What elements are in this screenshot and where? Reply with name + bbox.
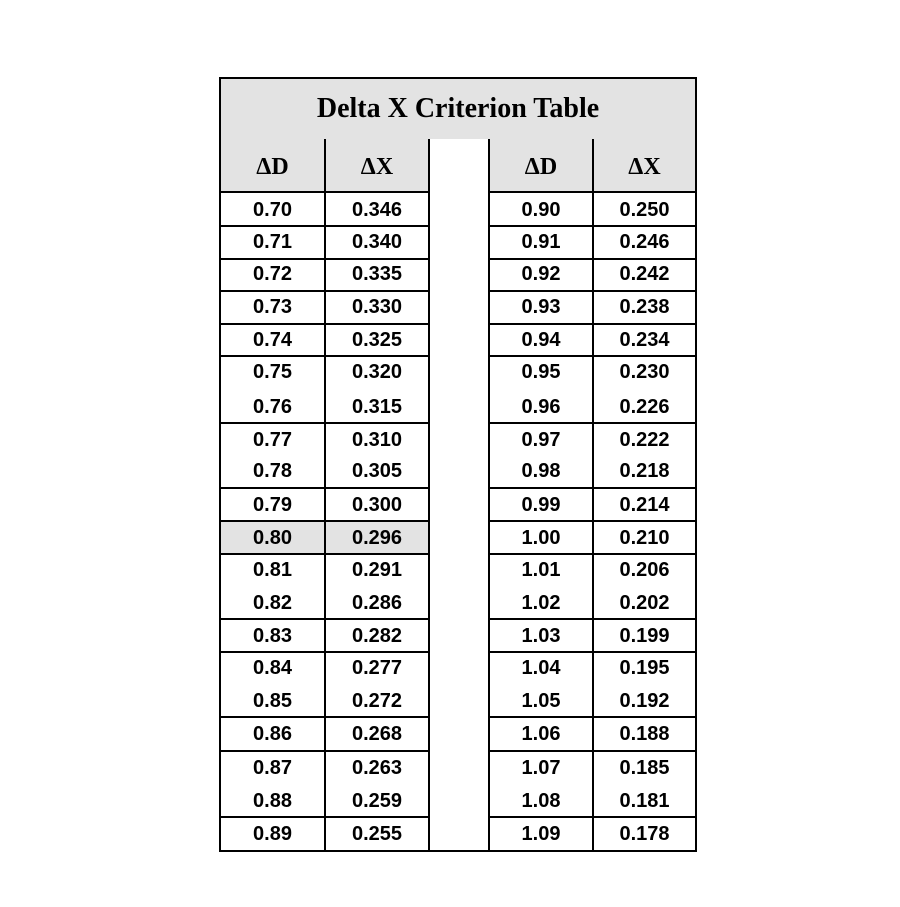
cell-right-delta-d: 0.90 xyxy=(521,199,561,221)
delta-x-criterion-table xyxy=(219,77,697,852)
row-rule xyxy=(221,323,430,325)
cell-right-delta-x: 0.226 xyxy=(619,396,670,418)
cell-right-delta-x: 0.246 xyxy=(619,231,670,253)
row-rule xyxy=(221,520,430,522)
cell-left-delta-d: 0.73 xyxy=(253,296,292,318)
row-rule xyxy=(221,487,430,489)
header-left-delta-x: ΔX xyxy=(360,154,394,180)
cell-right-delta-d: 1.09 xyxy=(521,823,561,845)
row-rule xyxy=(488,750,695,752)
cell-right-delta-d: 0.91 xyxy=(521,231,561,253)
cell-left-delta-x: 0.346 xyxy=(351,199,403,221)
row-rule xyxy=(488,355,695,357)
cell-left-delta-x: 0.296 xyxy=(351,527,403,549)
cell-left-delta-d: 0.81 xyxy=(253,559,292,581)
cell-left-delta-x: 0.335 xyxy=(351,263,403,285)
cell-right-delta-x: 0.185 xyxy=(619,757,670,779)
cell-right-delta-d: 0.97 xyxy=(521,429,561,451)
cell-left-delta-x: 0.325 xyxy=(351,329,403,351)
cell-left-delta-d: 0.77 xyxy=(253,429,292,451)
cell-left-delta-x: 0.272 xyxy=(351,690,403,712)
header-right-delta-x: ΔX xyxy=(628,154,661,180)
cell-right-delta-x: 0.234 xyxy=(619,329,670,351)
row-rule xyxy=(221,258,430,260)
cell-left-delta-d: 0.88 xyxy=(253,790,292,812)
header-left-delta-d: ΔD xyxy=(256,154,289,180)
cell-right-delta-d: 0.98 xyxy=(521,460,561,482)
cell-left-delta-d: 0.78 xyxy=(253,460,292,482)
row-rule xyxy=(221,716,430,718)
cell-left-delta-x: 0.320 xyxy=(351,361,403,383)
row-rule xyxy=(221,618,430,620)
cell-right-delta-d: 1.05 xyxy=(521,690,561,712)
cell-left-delta-x: 0.259 xyxy=(351,790,403,812)
cell-right-delta-x: 0.202 xyxy=(619,592,670,614)
cell-right-delta-x: 0.192 xyxy=(619,690,670,712)
cell-right-delta-x: 0.214 xyxy=(619,494,670,516)
cell-right-delta-d: 0.93 xyxy=(521,296,561,318)
cell-left-delta-x: 0.255 xyxy=(351,823,403,845)
cell-left-delta-x: 0.286 xyxy=(351,592,403,614)
cell-right-delta-d: 0.95 xyxy=(521,361,561,383)
row-rule xyxy=(221,225,430,227)
cell-left-delta-x: 0.268 xyxy=(351,723,403,745)
cell-left-delta-x: 0.263 xyxy=(351,757,403,779)
cell-right-delta-x: 0.178 xyxy=(619,823,670,845)
row-rule xyxy=(221,816,430,818)
row-rule xyxy=(488,487,695,489)
cell-left-delta-d: 0.84 xyxy=(253,657,292,679)
cell-left-delta-d: 0.74 xyxy=(253,329,292,351)
cell-right-delta-x: 0.242 xyxy=(619,263,670,285)
cell-right-delta-x: 0.230 xyxy=(619,361,670,383)
cell-left-delta-d: 0.85 xyxy=(253,690,292,712)
cell-left-delta-x: 0.340 xyxy=(351,231,403,253)
row-rule xyxy=(488,290,695,292)
cell-left-delta-d: 0.80 xyxy=(253,527,292,549)
cell-left-delta-x: 0.330 xyxy=(351,296,403,318)
cell-left-delta-d: 0.75 xyxy=(253,361,292,383)
cell-left-delta-d: 0.89 xyxy=(253,823,292,845)
cell-right-delta-d: 1.04 xyxy=(521,657,561,679)
row-rule xyxy=(221,553,430,555)
row-rule xyxy=(488,553,695,555)
cell-right-delta-d: 1.02 xyxy=(521,592,561,614)
row-rule xyxy=(221,651,430,653)
cell-left-delta-x: 0.300 xyxy=(351,494,403,516)
cell-right-delta-x: 0.181 xyxy=(619,790,670,812)
cell-right-delta-d: 1.07 xyxy=(521,757,561,779)
cell-right-delta-d: 0.94 xyxy=(521,329,561,351)
row-rule xyxy=(488,618,695,620)
cell-right-delta-x: 0.218 xyxy=(619,460,670,482)
row-rule xyxy=(488,651,695,653)
cell-left-delta-d: 0.71 xyxy=(253,231,292,253)
cell-left-delta-d: 0.79 xyxy=(253,494,292,516)
cell-right-delta-x: 0.222 xyxy=(619,429,670,451)
header-right-delta-d: ΔD xyxy=(524,154,558,180)
row-rule xyxy=(221,750,430,752)
cell-right-delta-d: 0.99 xyxy=(521,494,561,516)
cell-right-delta-d: 1.03 xyxy=(521,625,561,647)
cell-left-delta-x: 0.310 xyxy=(351,429,403,451)
row-rule xyxy=(488,816,695,818)
cell-right-delta-x: 0.206 xyxy=(619,559,670,581)
cell-right-delta-d: 1.00 xyxy=(521,527,561,549)
row-rule xyxy=(488,716,695,718)
column-gap xyxy=(428,139,488,850)
cell-right-delta-x: 0.250 xyxy=(619,199,670,221)
cell-right-delta-x: 0.188 xyxy=(619,723,670,745)
header-rule-left xyxy=(221,191,430,193)
row-rule xyxy=(488,520,695,522)
cell-right-delta-d: 1.06 xyxy=(521,723,561,745)
cell-left-delta-x: 0.282 xyxy=(351,625,403,647)
cell-right-delta-d: 1.08 xyxy=(521,790,561,812)
header-rule-right xyxy=(488,191,695,193)
cell-left-delta-x: 0.291 xyxy=(351,559,403,581)
table-title: Delta X Criterion Table xyxy=(316,93,600,124)
cell-right-delta-x: 0.199 xyxy=(619,625,670,647)
cell-left-delta-x: 0.305 xyxy=(351,460,403,482)
row-rule xyxy=(221,290,430,292)
row-rule xyxy=(488,422,695,424)
row-rule xyxy=(221,422,430,424)
cell-right-delta-d: 1.01 xyxy=(521,559,561,581)
cell-left-delta-x: 0.315 xyxy=(351,396,403,418)
cell-right-delta-x: 0.238 xyxy=(619,296,670,318)
cell-right-delta-x: 0.210 xyxy=(619,527,670,549)
cell-right-delta-x: 0.195 xyxy=(619,657,670,679)
cell-left-delta-d: 0.72 xyxy=(253,263,292,285)
cell-left-delta-d: 0.87 xyxy=(253,757,292,779)
row-rule xyxy=(221,355,430,357)
cell-left-delta-d: 0.82 xyxy=(253,592,292,614)
cell-right-delta-d: 0.96 xyxy=(521,396,561,418)
cell-left-delta-d: 0.76 xyxy=(253,396,292,418)
divider-left-gap xyxy=(428,139,430,850)
row-rule xyxy=(488,225,695,227)
row-rule xyxy=(488,258,695,260)
row-rule xyxy=(488,323,695,325)
cell-left-delta-d: 0.83 xyxy=(253,625,292,647)
cell-left-delta-d: 0.86 xyxy=(253,723,292,745)
cell-left-delta-x: 0.277 xyxy=(351,657,403,679)
cell-right-delta-d: 0.92 xyxy=(521,263,561,285)
cell-left-delta-d: 0.70 xyxy=(253,199,292,221)
